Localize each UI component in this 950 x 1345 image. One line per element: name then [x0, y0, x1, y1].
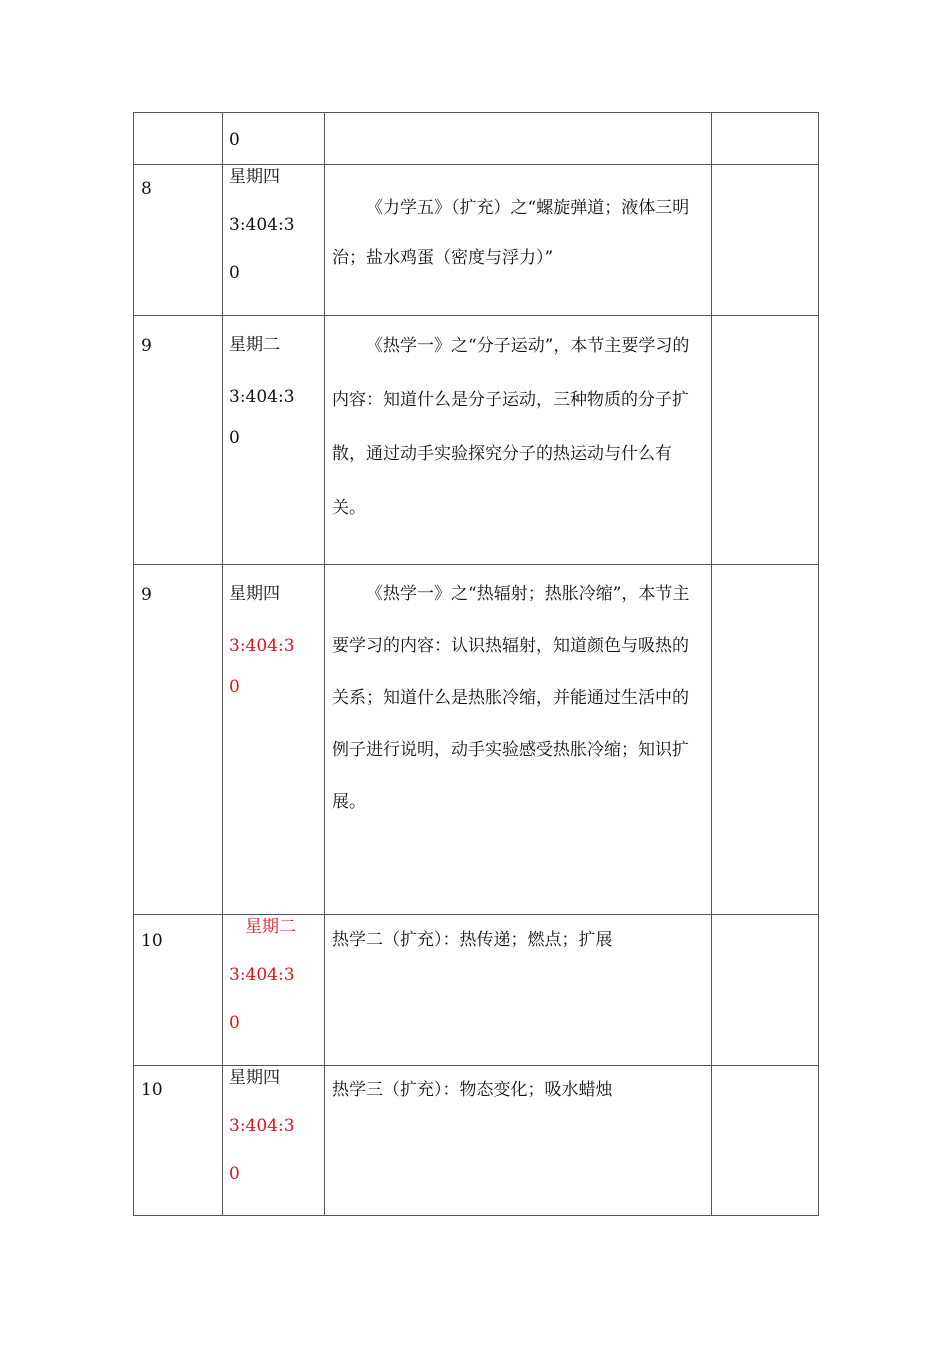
lesson-content: 《力学五》（扩充）之“螺旋弹道；液体三明治；盐水鸡蛋（密度与浮力）” — [332, 198, 690, 268]
week-number: 10 — [141, 931, 163, 951]
table-row — [134, 316, 819, 565]
table-row — [134, 1066, 819, 1216]
time-range: 3:404:3 — [229, 1116, 295, 1136]
table-row — [134, 165, 819, 316]
time-cell — [223, 113, 325, 165]
day-label: 星期二 — [229, 335, 280, 355]
week-cell — [134, 113, 223, 165]
note-cell — [712, 915, 819, 1066]
week-number: 9 — [141, 336, 152, 356]
week-cell — [134, 1066, 223, 1216]
content-cell — [325, 1066, 712, 1216]
note-cell — [712, 1066, 819, 1216]
day-label: 星期四 — [229, 584, 280, 604]
lesson-content: 热学二（扩充）：热传递；燃点；扩展 — [332, 930, 613, 950]
week-number: 9 — [141, 585, 152, 605]
lesson-content: 《热学一》之“热辐射；热胀冷缩”，本节主要学习的内容：认识热辐射，知道颜色与吸热的关系；知道什么是热胀冷缩，并能通过生活中的例子进行说明，动手实验感受热胀冷缩；知识扩展。 — [332, 584, 690, 812]
note-cell — [712, 565, 819, 915]
time-range: 3:404:3 — [229, 215, 295, 235]
week-cell — [134, 316, 223, 565]
week-number: 8 — [141, 179, 152, 199]
time-tail: 0 — [229, 1013, 240, 1033]
content-cell — [325, 113, 712, 165]
week-cell — [134, 915, 223, 1066]
schedule-table — [133, 112, 819, 1216]
time-tail: 0 — [229, 1164, 240, 1184]
time-cell — [223, 1066, 325, 1216]
time-tail: 0 — [229, 263, 240, 283]
time-cell — [223, 165, 325, 316]
table-row — [134, 915, 819, 1066]
time-range: 3:404:3 — [229, 965, 295, 985]
content-cell — [325, 316, 712, 565]
time-cell — [223, 915, 325, 1066]
note-cell — [712, 165, 819, 316]
day-label: 星期四 — [229, 1068, 280, 1088]
time-tail: 0 — [229, 677, 240, 697]
time-range: 3:404:3 — [229, 636, 295, 656]
time-range: 3:404:3 — [229, 387, 295, 407]
content-cell — [325, 915, 712, 1066]
time-tail: 0 — [229, 130, 240, 150]
day-label: 星期四 — [229, 167, 280, 187]
lesson-content: 《热学一》之“分子运动”，本节主要学习的内容：知道什么是分子运动，三种物质的分子扩散，通过动手实验探究分子的热运动与什么有关。 — [332, 336, 690, 518]
table-row — [134, 113, 819, 165]
week-number: 10 — [141, 1080, 163, 1100]
week-cell — [134, 165, 223, 316]
content-cell — [325, 565, 712, 915]
time-cell — [223, 316, 325, 565]
note-cell — [712, 113, 819, 165]
content-cell — [325, 165, 712, 316]
time-tail: 0 — [229, 428, 240, 448]
table-row — [134, 565, 819, 915]
note-cell — [712, 316, 819, 565]
lesson-content: 热学三（扩充）：物态变化；吸水蜡烛 — [332, 1080, 613, 1100]
week-cell — [134, 565, 223, 915]
day-label: 星期二 — [245, 917, 296, 937]
time-cell — [223, 565, 325, 915]
